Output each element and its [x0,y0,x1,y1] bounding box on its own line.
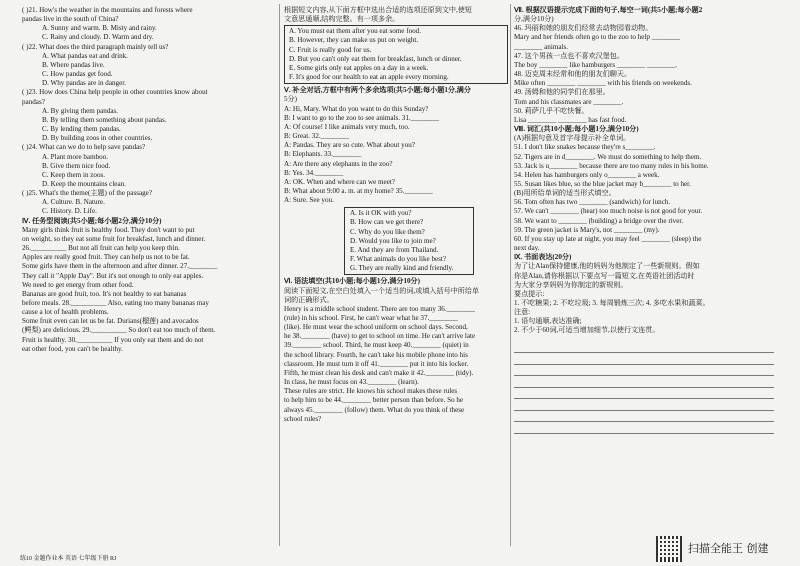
cloze-line: to help him to be 44.________ better person than before. So he [284,396,464,405]
cloze-line: (rule) in his school. First, he can't wear what he 37.________ [284,314,458,322]
cloze-line: he 38.________ (have) to get to school on time. He can't arrive late [284,332,476,341]
writing-area[interactable] [514,342,780,434]
item-line: 1. 不吃糖果; 2. 不吃垃圾; 3. 每周锻炼三次; 4. 多吃水果和蔬菜。 [514,299,710,307]
q-line: Apples are really good fruit. They can help us not to be fat. [22,253,190,262]
item-line: Ⅸ. 书面表达(20分) [514,253,572,262]
cloze-line: Henry is a middle school student. There are too many 36.________ [284,304,475,313]
cloze-line: Ⅵ. 语法填空(共10小题;每小题1分,满分10分) [284,277,420,286]
q-line: on weight, so they eat some fruit for breakfast, lunch and dinner. [22,234,206,243]
dialog-line: A: Hi, Mary. What do you want to do this Sunday? [284,104,429,113]
item-line: (B)用所给单词的适当形式填空。 [514,189,616,198]
dialog-line: B: What about 9:00 a. m. at my home? 35.________ [284,186,433,195]
option-line: D. Would you like to join me? [350,236,436,245]
dialog-line: A: Of course! I like animals very much, too. [284,122,410,131]
q-line: ( )22. What does the third paragraph mainly tell us? [22,42,169,51]
q-line: ( )25. What's the theme(主题) of the passage? [22,189,152,198]
q-line: D. Why pandas are in danger. [42,79,126,88]
item-line: next day. [514,244,540,253]
q-line: 26.__________ But not all fruit can help you keep thin. [22,244,180,253]
item-line: Mike often ________ ________ with his friends on weekends. [514,79,692,88]
cloze-line: school rules? [284,414,322,423]
dialog-line: A: Sure. See you. [284,196,334,205]
item-line: 60. If you stay up late at night, you may feel ________ (sleep) the [514,234,702,243]
q-line: B. By telling them something about pandas. [42,115,167,124]
q-line: Some girls have them in the afternoon and after dinner. 27.________ [22,262,218,271]
page-footer: 练10 金题作业本 英语 七年级下册 RJ [20,556,117,562]
options-box-26-30 [284,25,508,84]
cloze-line: classroom. He must turn it off 41.________ put it into his locker. [284,359,469,368]
cloze-line: 39.________ school. Third, he must keep 40.________ (quiet) in [284,341,469,350]
item-line: 56. Tom often has two ________ (sandwich) for lunch. [514,198,671,207]
q-line: Fruit is healthy. 30.__________ If you only eat them and do not [22,335,204,344]
q-line: A. Plant more bamboo. [42,152,109,161]
option-line: B. How can we get there? [350,218,424,227]
instruction-line: 根据短文内容,从下面方框中选出合适的选项还原到文中,使短 [284,6,472,14]
cloze-line: always 45.________ (follow) them. What do you think of these [284,405,465,414]
column-3 [514,6,780,434]
q-line: eat other food, you can't be healthy. [22,344,123,353]
item-line: Mary and her friends often go to the zoo to help ________ [514,33,681,42]
option-line: A. You must eat them after you eat some food. [289,27,421,36]
item-line: 53. Jack is u________ because there are too many rules in his home. [514,161,709,170]
item-line: 52. Tigers are in d________. We must do something to help them. [514,152,702,161]
item-line: 57. We can't ________ (hear) too much noise is not good for your. [514,207,703,216]
dialog-line: A: Are there any elephants in the zoo? [284,159,393,168]
item-line: 1. 语句通顺,表达准确; [514,317,582,326]
q-line: We need to get energy from other food. [22,280,134,289]
item-line: Ⅶ. 根据汉语提示完成下面的句子,每空一词(共5小题;每小题2 [514,6,703,14]
option-line: B. However, they can make us put on weight. [289,36,419,45]
item-line: 49. 汤姆和他的同学们在那里。 [514,88,610,97]
q-line: (鳄梨) are delicious. 29.__________ So don't eat too much of them. [22,326,216,335]
options-box-31-35 [344,207,474,275]
cloze-line: (like). He must wear the school uniform on school days. Second, [284,323,468,332]
item-line: 55. Susan likes blue, so the blue jacket may b________ to her. [514,179,691,188]
item-line: 47. 这个男孩一点也不喜欢汉堡包。 [514,51,624,60]
q-line: C. How pandas get food. [42,70,113,79]
q-line: A. By giving them pandas. [42,106,119,115]
item-line: 2. 不少于60词,可适当增加细节,以使行文连贯。 [514,326,660,335]
dialog-line: 5分) [284,95,298,104]
column-divider [510,4,511,546]
option-line: E. And they are from Thailand. [350,245,439,254]
cloze-line: 阅读下面短文,在空白处填入一个适当的词,或填入括号中所给单 [284,286,480,295]
item-line: 注意: [514,308,531,317]
option-line: C. Why do you like them? [350,227,425,236]
item-line: 51. I don't like snakes because they're s________. [514,143,656,152]
dialog-line: Ⅴ. 补全对话,方框中有两个多余选项(共5小题;每小题1分,满分 [284,86,471,95]
q-line: Bananas are good fruit, too. It's not healthy to eat bananas [22,289,187,298]
q-line: pandas? [22,97,45,106]
scanner-watermark: 扫描全能王 创建 [688,542,769,555]
column-1 [22,6,274,354]
dialog-line: B: I want to go to the zoo to see animals. 31.________ [284,113,440,122]
q-line: ( )24. What can we do to help save pandas? [22,143,146,152]
q-line: cause a lot of health problems. [22,308,109,317]
item-line: Ⅷ. 词汇(共10小题;每小题1分,满分10分) [514,125,639,134]
item-line: ________ animals. [514,42,568,51]
dialog-line: B: Elephants. 33.________ [284,150,362,159]
q-line: C. Rainy and cloudy. D. Warm and dry. [42,33,154,42]
item-line: 59. The green jacket is Mary's, not ________ (my). [514,225,660,234]
dialog-line: B: Great. 32.________ [284,132,350,141]
item-line: Tom and his classmates are ________. [514,97,624,106]
option-line: A. Is it OK with you? [350,209,412,218]
item-line: 分,满分10分) [514,15,554,24]
q-line: They call it "Apple Day". But it's not enough to only eat apples. [22,271,204,280]
item-line: (A)根据句意及首字母提示补全单词。 [514,134,631,143]
item-line: 48. 迈克周末经常和他的朋友们聊天。 [514,70,632,79]
item-line: Lisa ________ ________ has fast food. [514,115,627,124]
cloze-line: the school library. Fourth, he can't take his mobile phone into his [284,350,468,359]
option-line: F. What animals do you like best? [350,255,447,264]
cloze-line: In class, he must focus on 43.________ (learn). [284,378,419,387]
item-line: 为大家分享妈妈为你制定的新规则。 [514,280,628,289]
q-line: A. Culture. B. Nature. [42,198,105,207]
q-line: C. By lending them pandas. [42,125,121,134]
q-line: D. Keep the mountains clean. [42,179,126,188]
q-line: ( )23. How does China help people in other countries know about [22,88,208,97]
q-line: B. Where pandas live. [42,60,105,69]
q-line: Many girls think fruit is healthy food. They don't want to put [22,225,195,234]
q-line: before meals. 28.__________ Also, eating too many bananas may [22,299,209,307]
option-line: D. But you can't only eat them for breakfast, lunch or dinner. [289,54,462,63]
option-line: E. Some girls only eat apples on a day in a week. [289,63,429,72]
item-line: 54. Helen has hamburgers only o________ a week. [514,170,660,179]
dialog-line: A: OK. When and where can we meet? [284,177,395,186]
cloze-line: Fifth, he must clean his desk and can't make it 42.________ (tidy). [284,368,474,377]
qr-code-icon [656,536,682,562]
q-line: A. Sunny and warm. B. Misty and rainy. [42,24,157,33]
option-line: C. Fruit is really good for us. [289,45,372,54]
item-line: The boy ________ like hamburgers ________ ________. [514,60,678,69]
option-line: G. They are really kind and friendly. [350,264,454,273]
option-line: F. It's good for our health to eat an apple every morning. [289,73,449,82]
q-line: ( )21. How's the weather in the mountains and forests where [22,6,193,14]
column-2 [284,6,508,424]
item-line: 要点提示: [514,289,545,298]
q-line: A. What pandas eat and drink. [42,51,128,60]
column-divider [279,4,280,546]
cloze-line: These rules are strict. He knows his school makes these rules [284,387,458,396]
item-line: 50. 莉萨几乎不吃快餐。 [514,106,589,115]
dialog-line: B: Yes. 34.________ [284,168,344,177]
q-line: pandas live in the south of China? [22,15,119,24]
cloze-line: 词的正确形式。 [284,295,334,304]
dialog-line: A: Pandas. They are so cute. What about you? [284,141,415,150]
item-line: 58. We want to ________ (building) a bridge over the river. [514,216,684,225]
q-line: B. Give them nice food. [42,161,111,170]
q-line: C. Keep them in zoos. [42,170,106,179]
instruction-line: 文意思通顺,结构完整。有一项多余。 [284,15,400,24]
q-line: D. By building zoos in other countries. [42,134,153,143]
item-line: 为了让Alan保持健康,他的妈妈为他制定了一些新规则。假如 [514,262,700,271]
q-line: Ⅳ. 任务型阅读(共5小题;每小题2分,满分10分) [22,216,162,225]
item-line: 46. 玛丽和她的朋友们经常去动物园看动物。 [514,24,653,33]
q-line: Some fruit even can let us be fat. Durians(榴莲) and avocados [22,317,199,326]
item-line: 你是Alan,请你根据以下要点写一篇短文,在英语社团活动时 [514,271,695,280]
q-line: C. History. D. Life. [42,207,97,216]
